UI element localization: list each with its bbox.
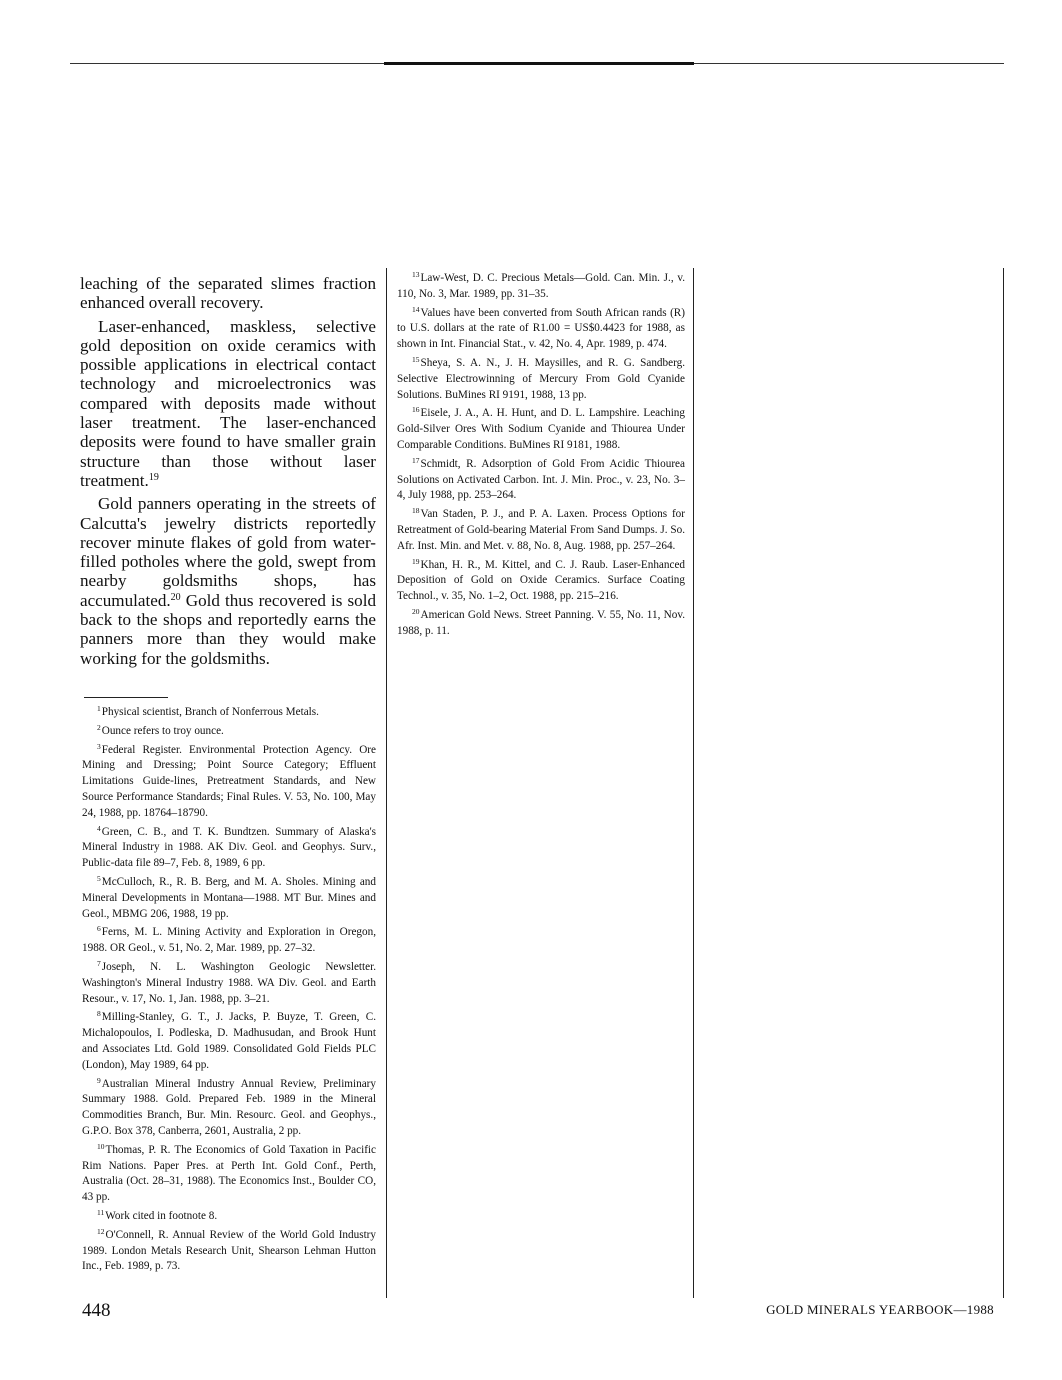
column-divider-edge <box>1003 268 1004 1298</box>
footnote <box>82 960 376 1007</box>
running-head: GOLD MINERALS YEARBOOK—1988 <box>766 1302 994 1317</box>
footnote-number: 1 <box>97 704 101 713</box>
footnote-number: 20 <box>412 606 420 616</box>
footnote-number: 14 <box>412 304 420 314</box>
footnote-number: 4 <box>97 823 101 833</box>
footnote-text: McCulloch, R., R. B. Berg, and M. A. Sholes. Mining and Mineral Developments in Montana—1988. MT Bur. Mines and Geol., MBMG 206, 1988, 19 pp. <box>82 875 376 920</box>
footnote <box>82 1077 376 1140</box>
footnote-text: Schmidt, R. Adsorption of Gold From Acidic Thiourea Solutions on Activated Carbon. Int. J. Min. Proc., v. 23, No. 3–4, July 1988, pp. 253–264. <box>397 457 685 502</box>
footnote <box>397 457 685 504</box>
footnote-number: 6 <box>97 924 101 934</box>
footnote-text: Federal Register. Environmental Protection Agency. Ore Mining and Dressing; Point Source Category; Effluent Limitations Guide-lines, Pretreatment Standards, and New Source Performance Standards; Final Rules. V. 53, No. 100, May 24, 1988, pp. 18764–18790. <box>82 743 376 819</box>
footnote <box>397 608 685 640</box>
footnote-number: 18 <box>412 506 420 516</box>
footnote-number: 8 <box>97 1009 101 1019</box>
paragraph-text: Gold panners operating in the streets of Calcutta's jewelry districts reportedly recover minute flakes of gold from water-filled potholes where the gold, swept from nearby goldsmiths shops, has accumulated. <box>80 494 376 610</box>
footnote-number: 7 <box>97 958 101 968</box>
footnote-number: 5 <box>97 873 101 883</box>
footnote-text: Ounce refers to troy ounce. <box>101 724 224 737</box>
footnote-number: 13 <box>412 270 420 279</box>
body-text-column <box>80 274 376 672</box>
body-paragraph <box>80 274 376 313</box>
footnote <box>82 1010 376 1073</box>
footnote-text: American Gold News. Street Panning. V. 55, No. 11, Nov. 1988, p. 11. <box>397 608 685 637</box>
footnote-number: 11 <box>97 1207 105 1217</box>
footnote-text: Ferns, M. L. Mining Activity and Exploration in Oregon, 1988. OR Geol., v. 51, No. 2, Mar. 1989, pp. 27–32. <box>82 926 376 955</box>
footnote-text: Physical scientist, Branch of Nonferrous Metals. <box>101 706 319 718</box>
footnote-text: Australian Mineral Industry Annual Review, Preliminary Summary 1988. Gold. Prepared Feb. 1989 in the Mineral Commodities Branch, Bur. Min. Resourc. Geol. and Geophys., G.P.O. Box 378, Canberra, 2601, Australia, 2 pp. <box>82 1077 376 1137</box>
footnote <box>397 356 685 403</box>
body-paragraph <box>80 494 376 668</box>
footnote-reference: 19 <box>148 471 159 483</box>
footnote-number: 3 <box>97 741 101 751</box>
footnote-number: 10 <box>97 1141 105 1151</box>
footnote-text: Work cited in footnote 8. <box>105 1209 218 1222</box>
footnote-text: Milling-Stanley, G. T., J. Jacks, P. Buyze, T. Green, C. Michalopoulos, I. Podleska, D. Madhusudan, and Brook Hunt and Associates Ltd. Gold 1989. Consolidated Gold Fields PLC (London), May 1989, 64 pp. <box>82 1011 376 1071</box>
footnote <box>82 1209 376 1225</box>
footnote <box>82 705 376 721</box>
footnote-number: 9 <box>97 1075 101 1085</box>
footnote-text: Khan, H. R., M. Kittel, and C. J. Raub. Laser-Enhanced Deposition of Gold on Oxide Ceramics. Surface Coating Technol., v. 35, No. 1–2, Oct. 1988, pp. 215–216. <box>397 558 685 603</box>
footnote-number: 16 <box>412 405 420 415</box>
footnote-number: 19 <box>412 556 420 566</box>
footnote <box>397 406 685 453</box>
footnote <box>82 1143 376 1206</box>
footnote <box>82 875 376 922</box>
column-divider-right <box>693 268 694 1298</box>
footnote-text: Joseph, N. L. Washington Geologic Newsletter. Washington's Mineral Industry 1988. WA Div. Geol. and Earth Resour., v. 17, No. 1, Jan. 1988, pp. 3–21. <box>82 960 376 1005</box>
column-divider-left <box>386 268 387 1298</box>
footnote-text: Law-West, D. C. Precious Metals—Gold. Can. Min. J., v. 110, No. 3, Mar. 1989, pp. 31–35. <box>397 272 685 300</box>
footnote <box>397 306 685 353</box>
footnote <box>82 743 376 822</box>
footnote <box>82 825 376 872</box>
footnote <box>397 507 685 554</box>
footnote-text: Thomas, P. R. The Economics of Gold Taxation in Pacific Rim Nations. Paper Pres. at Perth Int. Gold Conf., Perth, Australia (Oct. 28–31, 1988). The Economics Inst., Boulder CO, 43 pp. <box>82 1143 376 1204</box>
footnote <box>397 558 685 605</box>
page-number: 448 <box>82 1300 111 1321</box>
footnotes-column-left <box>82 705 376 1278</box>
footnote-text: Van Staden, P. J., and P. A. Laxen. Process Options for Retreatment of Gold-bearing Material From Sand Dumps. J. So. Afr. Inst. Min. and Met. v. 88, No. 8, Aug. 1988, pp. 257–264. <box>397 508 685 552</box>
footnote <box>397 271 685 303</box>
top-rule-accent <box>384 62 694 65</box>
body-paragraph <box>80 317 376 491</box>
footnote-text: O'Connell, R. Annual Review of the World Gold Industry 1989. London Metals Research Unit, Shearson Lehman Hutton Inc., Feb. 1989, p. 73. <box>82 1228 376 1273</box>
footnote-reference: 20 <box>170 591 181 603</box>
footnotes-column-right <box>397 271 685 643</box>
footnote <box>82 1228 376 1275</box>
footnote-number: 17 <box>412 455 420 465</box>
footnote-number: 12 <box>97 1226 105 1236</box>
footnote-number: 15 <box>412 354 420 364</box>
footnote-text: Eisele, J. A., A. H. Hunt, and D. L. Lampshire. Leaching Gold-Silver Ores With Sodium Cyanide and Thiourea Under Comparable Conditions. BuMines RI 9181, 1988. <box>397 407 685 451</box>
paragraph-text: leaching of the separated slimes fraction enhanced overall recovery. <box>80 274 376 313</box>
footnote <box>82 724 376 740</box>
paragraph-text: Laser-enhanced, maskless, selective gold deposition on oxide ceramics with possible applications in electrical contact technology and microelectronics was compared with deposits made without laser treatment. The laser-enchanced deposits were found to have smaller grain structure than those without laser treatment. <box>80 316 376 490</box>
footnote-rule <box>84 697 168 698</box>
footnote-text: Values have been converted from South African rands (R) to U.S. dollars at the rate of R1.00 = US$0.4423 for 1988, as shown in Int. Financial Stat., v. 42, No. 4, Apr. 1989, p. 474. <box>397 306 685 351</box>
footnote-number: 2 <box>97 722 101 732</box>
footnote <box>82 925 376 957</box>
paragraph-text: Gold thus recovered is sold back to the shops and reportedly earns the panners more than they would make working for the goldsmiths. <box>80 590 376 668</box>
footnote-text: Sheya, S. A. N., J. H. Maysilles, and R. G. Sandberg. Selective Electrowinning of Mercury From Gold Cyanide Solutions. BuMines RI 9191, 1988, 13 pp. <box>397 356 685 401</box>
footnote-text: Green, C. B., and T. K. Bundtzen. Summary of Alaska's Mineral Industry in 1988. AK Div. Geol. and Geophys. Surv., Public-data file 89–7, Feb. 8, 1989, 6 pp. <box>82 825 376 870</box>
